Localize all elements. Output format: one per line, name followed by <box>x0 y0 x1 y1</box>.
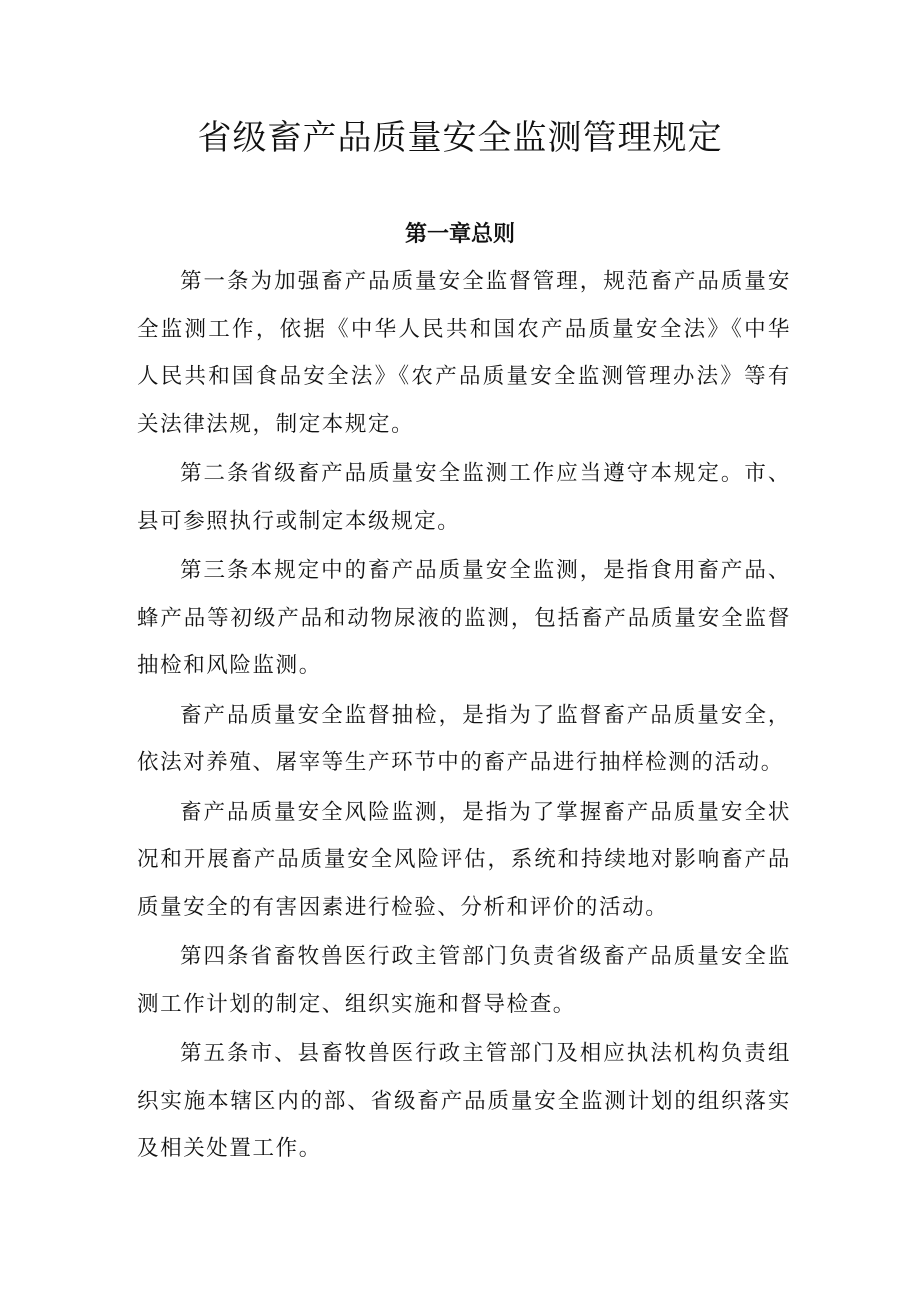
article-5-paragraph: 第五条市、县畜牧兽医行政主管部门及相应执法机构负责组织实施本辖区内的部、省级畜产品质量安全监测计划的组织落实及相关处置工作。 <box>137 1041 791 1161</box>
article-4-paragraph: 第四条省畜牧兽医行政主管部门负责省级畜产品质量安全监测工作计划的制定、组织实施和督导检查。 <box>137 944 791 1017</box>
article-3-paragraph: 第三条本规定中的畜产品质量安全监测，是指食用畜产品、蜂产品等初级产品和动物尿液的监测，包括畜产品质量安全监督抽检和风险监测。 <box>137 558 791 678</box>
supervision-definition-paragraph: 畜产品质量安全监督抽检，是指为了监督畜产品质量安全，依法对养殖、屠宰等生产环节中的畜产品进行抽样检测的活动。 <box>137 702 791 775</box>
article-1-paragraph: 第一条为加强畜产品质量安全监督管理，规范畜产品质量安全监测工作，依据《中华人民共和国农产品质量安全法》《中华人民共和国食品安全法》《农产品质量安全监测管理办法》等有关法律法规，制定本规定。 <box>137 269 791 437</box>
document-title: 省级畜产品质量安全监测管理规定 <box>197 118 723 158</box>
chapter-heading: 第一章总则 <box>404 221 515 247</box>
document-body <box>137 258 791 1175</box>
article-2-paragraph: 第二条省级畜产品质量安全监测工作应当遵守本规定。市、县可参照执行或制定本级规定。 <box>137 461 791 534</box>
risk-monitoring-definition-paragraph: 畜产品质量安全风险监测，是指为了掌握畜产品质量安全状况和开展畜产品质量安全风险评估，系统和持续地对影响畜产品质量安全的有害因素进行检验、分析和评价的活动。 <box>137 799 791 920</box>
